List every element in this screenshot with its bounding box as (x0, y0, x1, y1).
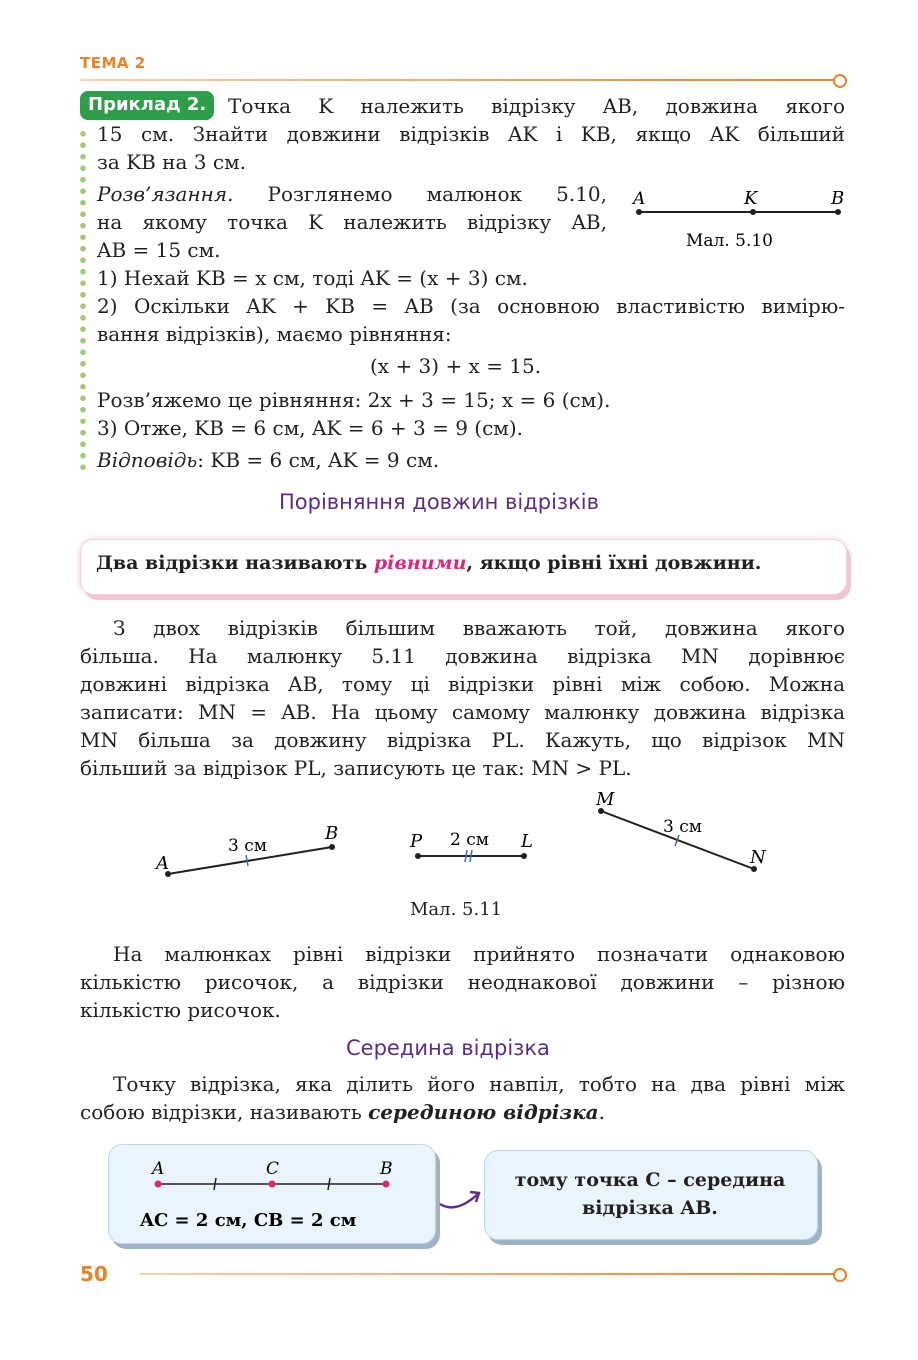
tick-ab (246, 855, 248, 866)
point-c-mid (269, 1181, 276, 1188)
label-p: P (410, 831, 423, 852)
figure-5-11 (140, 785, 800, 895)
example-line-6: AB = 15 см. (97, 238, 221, 262)
para1-line-6: більший за відрізок PL, записують це так: MN > PL. (80, 756, 632, 780)
mid-before: собою відрізки, називають (80, 1100, 369, 1124)
step-3: 3) Отже, KB = 6 см, AK = 6 + 3 = 9 (см). (97, 416, 524, 440)
footer-ring (833, 1268, 847, 1282)
point-l (521, 853, 527, 859)
solution-text: Розглянемо малюнок 5.10, (267, 182, 607, 206)
figure-5-10 (625, 182, 855, 262)
solve-line: Розв’яжемо це рівняння: 2x + 3 = 15; x = 6 (см). (97, 388, 611, 412)
midpoint-figure (108, 1144, 438, 1244)
point-b-mid (383, 1181, 390, 1188)
length-ab: 3 см (228, 836, 267, 856)
label-b: B (831, 188, 845, 209)
footer-rule (140, 1273, 835, 1275)
label-a-mid: A (152, 1159, 165, 1179)
answer-label: Відповідь (97, 448, 198, 472)
def-after: , якщо рівні їхні довжини. (466, 552, 762, 574)
def-term: рівними (373, 552, 467, 574)
point-b (835, 209, 841, 215)
arrow-icon (436, 1178, 486, 1218)
point-p (415, 853, 421, 859)
para1-line-2: більша. На малюнку 5.11 довжина відрізка MN дорівнює (80, 644, 845, 668)
section-title-midpoint: Середина відрізка (346, 1036, 550, 1060)
midpoint-line-2 (80, 1098, 605, 1126)
topic-label: ТЕМА 2 (80, 54, 146, 72)
example-line-4 (97, 180, 607, 208)
para1-line-3: довжині відрізка AB, тому ці відрізки рівні між собою. Можна (80, 672, 845, 696)
example-line-2: 15 см. Знайти довжини відрізків AK і KB, якщо AK більший (97, 122, 845, 146)
mid-after: . (598, 1100, 605, 1124)
equation: (x + 3) + x = 15. (370, 354, 542, 378)
label-b-mid: B (380, 1159, 393, 1179)
example-line-1: Точка K належить відрізку AB, довжина якого (228, 94, 845, 118)
length-mn: 3 см (663, 817, 702, 837)
label-a-511: A (156, 853, 169, 874)
midpoint-equation: AC = 2 см, CB = 2 см (140, 1210, 357, 1231)
step-2b: вання відрізків), маємо рівняння: (97, 322, 452, 346)
example-badge: Приклад 2. (80, 91, 214, 120)
label-m: M (596, 789, 615, 810)
tick-cb (328, 1178, 330, 1190)
answer-text: : KB = 6 см, AK = 9 см. (197, 448, 440, 472)
conclusion-line-1: тому точка C – середина (514, 1169, 786, 1191)
label-c-mid: C (266, 1159, 280, 1179)
para1-line-4: записати: MN = AB. На цьому самому малюнку довжина відрізка (80, 700, 845, 724)
label-b-511: B (325, 823, 339, 844)
step-1: 1) Нехай KB = x см, тоді AK = (x + 3) см. (97, 266, 528, 290)
definition-text (96, 552, 761, 574)
tick-ac (214, 1178, 216, 1190)
solution-label: Розв’язання. (97, 182, 234, 206)
para2-line-2: кількістю рисочок, а відрізки неоднакової довжини – різною (80, 970, 845, 994)
step-2a: 2) Оскільки AK + KB = AB (за основною властивістю вимірю- (97, 294, 845, 318)
example-line-3: за KB на 3 см. (97, 150, 246, 174)
header-ring (833, 74, 847, 88)
para1-line-5: MN більша за довжину відрізка PL. Кажуть, що відрізок MN (80, 728, 845, 752)
conclusion-text (484, 1166, 816, 1222)
answer-line (97, 446, 439, 474)
mid-term: серединою відрізка (368, 1100, 599, 1124)
para2-line-3: кількістю рисочок. (80, 998, 281, 1022)
point-k (750, 209, 756, 215)
page-number: 50 (80, 1262, 108, 1286)
example-line-5: на якому точка K належить відрізку AB, (97, 210, 607, 234)
conclusion-line-2: відрізка AB. (582, 1197, 718, 1219)
header-rule (80, 79, 835, 81)
section-title-comparison: Порівняння довжин відрізків (279, 490, 599, 514)
label-k: K (744, 188, 758, 209)
midpoint-line-1: Точку відрізка, яка ділить його навпіл, тобто на два рівні між (113, 1072, 845, 1096)
label-a: A (633, 189, 646, 209)
para2-line-1: На малюнках рівні відрізки прийнято позначати однаковою (113, 942, 845, 966)
label-n: N (750, 847, 766, 868)
point-a-mid (155, 1181, 162, 1188)
length-pl: 2 см (450, 830, 489, 850)
example-dots (80, 128, 86, 473)
caption-5-11: Мал. 5.11 (410, 899, 503, 920)
def-before: Два відрізки називають (96, 552, 374, 574)
caption-5-10: Мал. 5.10 (686, 231, 774, 251)
label-l: L (521, 831, 533, 852)
tick-pl-2 (470, 850, 472, 862)
para1-line-1: З двох відрізків більшим вважають той, довжина якого (113, 616, 845, 640)
point-b-511 (329, 844, 335, 850)
point-a (636, 209, 642, 215)
tick-pl-1 (465, 850, 467, 862)
